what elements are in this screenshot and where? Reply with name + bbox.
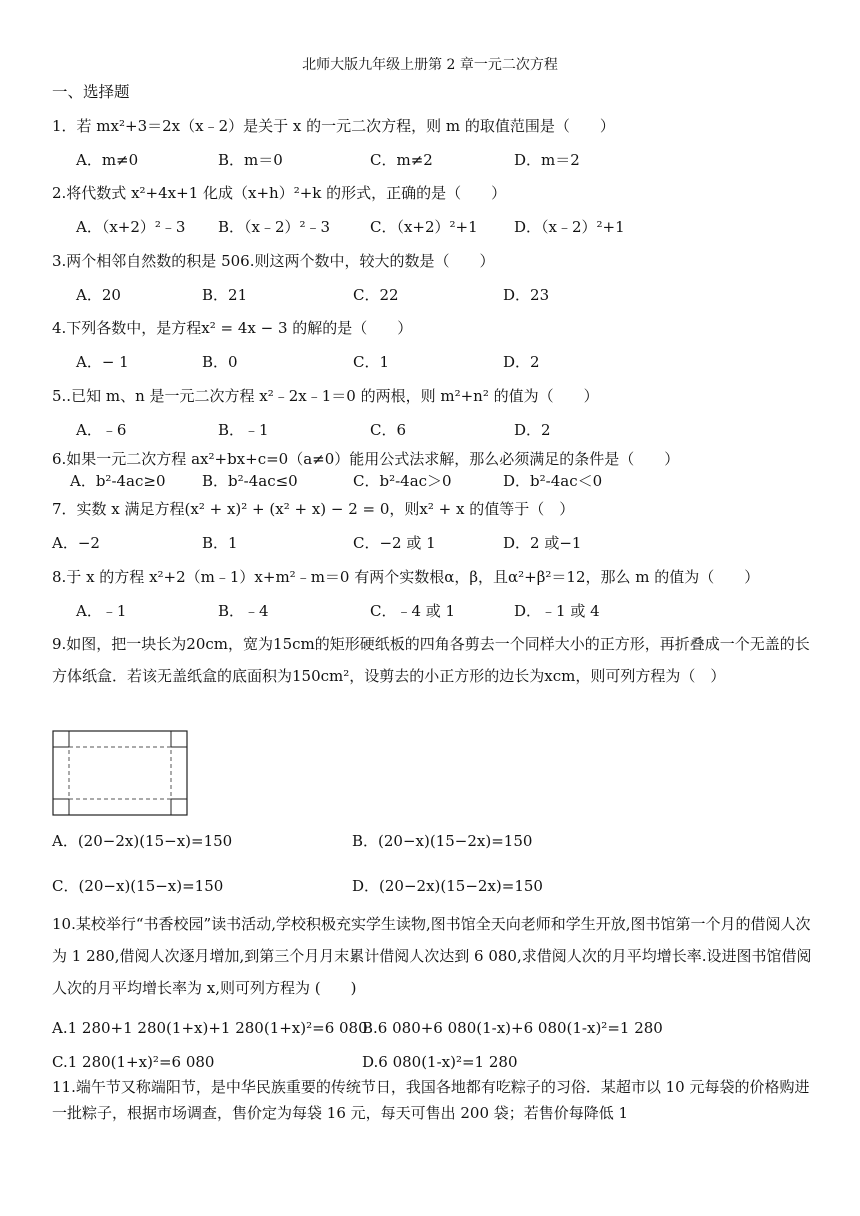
question-10-option-d: D.6 080(1-x)²=1 280 xyxy=(362,1053,518,1071)
question-8-option-d: D．﹣1 或 4 xyxy=(514,602,600,620)
question-1-option-c: C．m≠2 xyxy=(370,151,433,169)
question-4-option-a: A．− 1 xyxy=(76,353,129,371)
cut-corners-figure xyxy=(52,730,188,816)
question-10-option-a: A.1 280+1 280(1+x)+1 280(1+x)²=6 080 xyxy=(52,1019,368,1037)
question-6-stem: 6.如果一元二次方程 ax²+bx+c=0（a≠0）能用公式法求解，那么必须满足的条件是（ ） xyxy=(52,450,680,468)
section-heading: 一、选择题 xyxy=(52,83,130,101)
question-6-option-d: D．b²-4ac＜0 xyxy=(503,472,603,490)
question-9-option-b: B．(20−x)(15−2x)=150 xyxy=(352,832,533,850)
question-8-option-b: B．﹣4 xyxy=(218,602,269,620)
question-4-option-d: D．2 xyxy=(503,353,540,371)
question-3-option-b: B．21 xyxy=(202,286,248,304)
question-7-option-c: C．−2 或 1 xyxy=(353,534,436,552)
question-1-option-d: D．m＝2 xyxy=(514,151,580,169)
question-2-stem: 2.将代数式 x²+4x+1 化成（x+h）²+k 的形式，正确的是（ ） xyxy=(52,184,507,202)
question-10-option-c: C.1 280(1+x)²=6 080 xyxy=(52,1053,215,1071)
question-2-option-a: A．（x+2）²﹣3 xyxy=(76,218,186,236)
question-10-stem: 10.某校举行“书香校园”读书活动,学校积极充实学生读物,图书馆全天向老师和学生开放,图书馆第一个月的借阅人次为 1 280,借阅人次逐月增加,到第三个月月末累计借阅人次达到 6 080,求借阅人次的月平均增长率.设进图书馆借阅人次的月平均增长率为 x,则可列方程为 ( ) xyxy=(52,915,812,997)
question-4-option-c: C．1 xyxy=(353,353,390,371)
document-title: 北师大版九年级上册第 2 章一元二次方程 xyxy=(302,57,558,73)
question-4-stem: 4.下列各数中，是方程x² = 4x − 3 的解的是（ ） xyxy=(52,319,413,337)
question-2-option-b: B．（x﹣2）²﹣3 xyxy=(218,218,331,236)
question-8-stem: 8.于 x 的方程 x²+2（m﹣1）x+m²﹣m＝0 有两个实数根α，β，且α²+β²＝12，那么 m 的值为（ ） xyxy=(52,568,760,586)
question-2-option-d: D．（x﹣2）²+1 xyxy=(514,218,625,236)
question-2-option-c: C．（x+2）²+1 xyxy=(370,218,478,236)
question-1-option-a: A．m≠0 xyxy=(76,151,139,169)
question-9-stem: 9.如图，把一块长为20cm，宽为15cm的矩形硬纸板的四角各剪去一个同样大小的正方形，再折叠成一个无盖的长方体纸盒．若该无盖纸盒的底面积为150cm²，设剪去的小正方形的边长为xcm，则可列方程为（ ） xyxy=(52,635,810,685)
question-10-option-b: B.6 080+6 080(1-x)+6 080(1-x)²=1 280 xyxy=(362,1019,663,1037)
question-3-option-d: D．23 xyxy=(503,286,550,304)
question-1-option-b: B．m＝0 xyxy=(218,151,283,169)
question-4-option-b: B．0 xyxy=(202,353,238,371)
question-7-stem: 7．实数 x 满足方程(x² + x)² + (x² + x) − 2 = 0，则x² + x 的值等于（ ） xyxy=(52,500,575,518)
question-6-option-c: C．b²-4ac＞0 xyxy=(353,472,452,490)
question-6-option-a: A．b²-4ac≥0 xyxy=(70,472,166,490)
question-8-option-a: A．﹣1 xyxy=(76,602,127,620)
question-9-option-a: A．(20−2x)(15−x)=150 xyxy=(52,832,233,850)
question-5-stem: 5..已知 m、n 是一元二次方程 x²﹣2x﹣1＝0 的两根，则 m²+n² 的值为（ ） xyxy=(52,387,599,405)
question-3-option-c: C．22 xyxy=(353,286,399,304)
box-diagram xyxy=(52,730,188,820)
question-7-option-a: A．−2 xyxy=(52,534,100,552)
question-9-option-c: C．(20−x)(15−x)=150 xyxy=(52,877,224,895)
question-5-option-d: D．2 xyxy=(514,421,551,439)
question-3-option-a: A．20 xyxy=(76,286,121,304)
question-3-stem: 3.两个相邻自然数的积是 506.则这两个数中，较大的数是（ ） xyxy=(52,252,495,270)
question-11-stem: 11.端午节又称端阳节，是中华民族重要的传统节日，我国各地都有吃粽子的习俗．某超市以 10 元每袋的价格购进一批粽子，根据市场调查，售价定为每袋 16 元，每天可售出 200 袋；若售价每降低 1 xyxy=(52,1078,810,1122)
question-5-option-c: C．6 xyxy=(370,421,407,439)
question-6-option-b: B．b²-4ac≤0 xyxy=(202,472,298,490)
question-7-option-b: B．1 xyxy=(202,534,238,552)
question-7-option-d: D．2 或−1 xyxy=(503,534,582,552)
question-8-option-c: C．﹣4 或 1 xyxy=(370,602,456,620)
question-5-option-a: A．﹣6 xyxy=(76,421,127,439)
question-1-stem: 1．若 mx²+3＝2x（x﹣2）是关于 x 的一元二次方程，则 m 的取值范围是（ ） xyxy=(52,117,615,135)
question-5-option-b: B．﹣1 xyxy=(218,421,269,439)
question-9-option-d: D．(20−2x)(15−2x)=150 xyxy=(352,877,543,895)
